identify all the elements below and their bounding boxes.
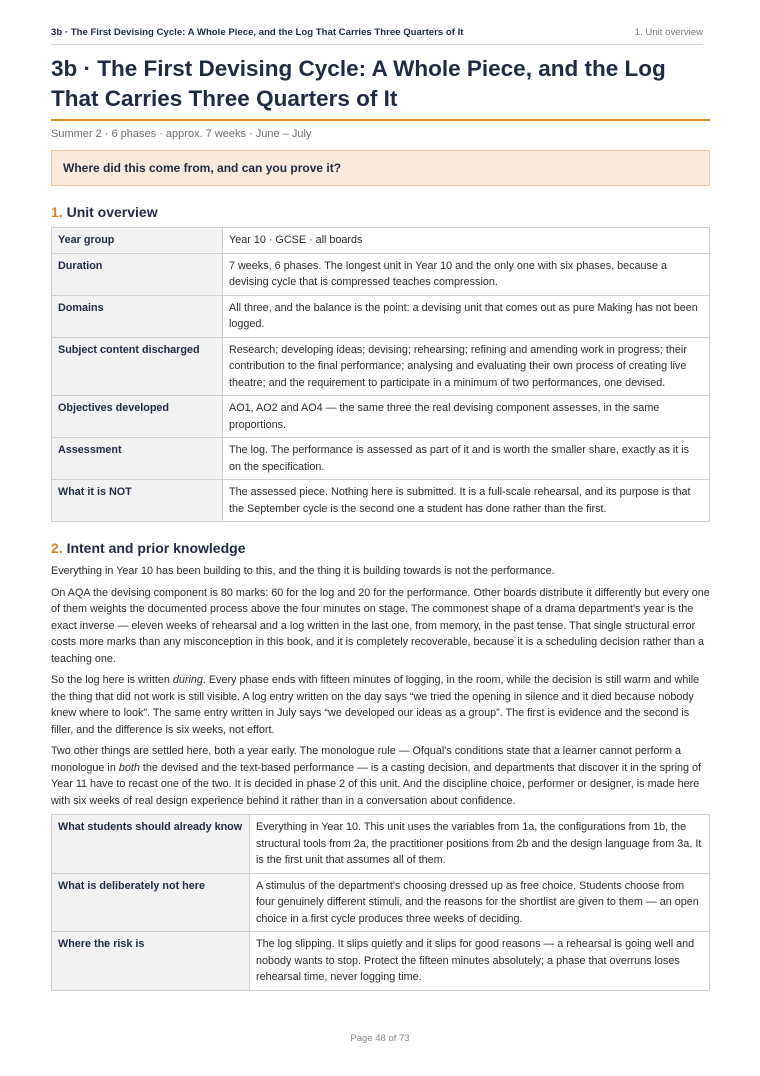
row-value: AO1, AO2 and AO4 — the same three the real devising component assesses, in the same proportions. bbox=[223, 396, 710, 438]
key-question-callout: Where did this come from, and can you prove it? bbox=[51, 150, 710, 186]
section-number: 1. bbox=[51, 204, 63, 220]
table-row bbox=[52, 815, 710, 874]
unit-overview-table bbox=[51, 227, 710, 522]
page-content bbox=[51, 54, 710, 991]
paragraph: On AQA the devising component is 80 marks: 60 for the log and 20 for the performance. Other boards distribute it differently but every one of them weights the documented process above the four minutes on stage. The commonest shape of a drama department's year is the exact inverse — eleven weeks of rehearsal and a log written in the last one, from memory, in the past tense. That single structural error costs more marks than any misconception in this book, and it is completely recoverable, because it is a scheduling decision rather than a teaching one. bbox=[51, 586, 710, 665]
row-value: Year 10 · GCSE · all boards bbox=[223, 228, 710, 254]
emphasis: both bbox=[118, 761, 140, 774]
table-row bbox=[52, 480, 710, 522]
row-value: All three, and the balance is the point: a devising unit that comes out as pure Making has not been logged. bbox=[223, 295, 710, 337]
row-label: Where the risk is bbox=[52, 932, 250, 991]
row-label: Domains bbox=[52, 295, 223, 337]
row-value: A stimulus of the department's choosing dressed up as free choice. Students choose from four genuinely different stimuli, and the reasons for the shortlist are given to them — an open choice in a first cycle produces three weeks of deciding. bbox=[250, 873, 710, 932]
table-row bbox=[52, 228, 710, 254]
paragraph bbox=[51, 672, 710, 738]
section-heading-unit-overview bbox=[51, 204, 710, 220]
row-label: What students should already know bbox=[52, 815, 250, 874]
row-value: Everything in Year 10. This unit uses the variables from 1a, the configurations from 1b, the structural tools from 2a, the practitioner positions from 2b and the design language from 3a. It is the first unit that assumes all of them. bbox=[250, 815, 710, 874]
table-row bbox=[52, 932, 710, 991]
row-label: What it is NOT bbox=[52, 480, 223, 522]
running-header-title: 3b · The First Devising Cycle: A Whole Piece, and the Log That Carries Three Quarters of It bbox=[51, 27, 464, 38]
row-label: Duration bbox=[52, 253, 223, 295]
row-value: The assessed piece. Nothing here is submitted. It is a full-scale rehearsal, and its purpose is that the September cycle is the second one a student has done rather than the first. bbox=[223, 480, 710, 522]
row-label: Objectives developed bbox=[52, 396, 223, 438]
row-label: Year group bbox=[52, 228, 223, 254]
section-number: 2. bbox=[51, 540, 63, 556]
table-row bbox=[52, 396, 710, 438]
paragraph bbox=[51, 743, 710, 809]
row-value: The log. The performance is assessed as part of it and is worth the smaller share, exactly as it is on the specification. bbox=[223, 438, 710, 480]
table-row bbox=[52, 295, 710, 337]
row-label: What is deliberately not here bbox=[52, 873, 250, 932]
section-title: Intent and prior knowledge bbox=[66, 540, 246, 556]
table-row bbox=[52, 337, 710, 396]
table-row bbox=[52, 438, 710, 480]
paragraph: Everything in Year 10 has been building to this, and the thing it is building towards is not the performance. bbox=[51, 565, 555, 577]
paragraph-text: the devised and the text-based performance — is a casting decision, and departments that discover it in the spring of Year 11 have to recast one of the two. It is decided in phase 2 of this unit. And the discipline choice, performer or designer, is made here with six weeks of real design experience behind it rather than in a conversation about confidence. bbox=[51, 761, 702, 807]
page-number: Page 48 of 73 bbox=[350, 1033, 410, 1044]
row-label: Subject content discharged bbox=[52, 337, 223, 396]
running-header-section: 1. Unit overview bbox=[634, 27, 703, 38]
page-title: 3b · The First Devising Cycle: A Whole Piece, and the Log That Carries Three Quarters of It bbox=[51, 54, 710, 121]
paragraph-text: . Every phase ends with fifteen minutes of logging, in the room, while the decision is still warm and while the thing that did not work is still visible. A log entry written on the day says “we tried the opening in silence and it died because nobody knew where to look”. The same entry written in July says “we developed our ideas as a group”. The first is evidence and the second is filler, and the difference is six weeks, not effort. bbox=[51, 674, 700, 736]
row-value: 7 weeks, 6 phases. The longest unit in Year 10 and the only one with six phases, because a devising cycle that is compressed teaches compression. bbox=[223, 253, 710, 295]
row-label: Assessment bbox=[52, 438, 223, 480]
row-value: Research; developing ideas; devising; rehearsing; refining and amending work in progress; their contribution to the final performance; analysing and evaluating their own process of creating live theatre; and the requirement to participate in a minimum of two performances, one devised. bbox=[223, 337, 710, 396]
running-header bbox=[51, 26, 703, 45]
table-row bbox=[52, 253, 710, 295]
emphasis: during bbox=[172, 674, 203, 686]
unit-meta: Summer 2 · 6 phases · approx. 7 weeks · June – July bbox=[51, 128, 312, 140]
row-value: The log slipping. It slips quietly and it slips for good reasons — a rehearsal is going well and nobody wants to stop. Protect the fifteen minutes absolutely; a phase that overruns loses rehearsal time, never logging time. bbox=[250, 932, 710, 991]
section-heading-intent bbox=[51, 540, 710, 556]
paragraph-text: Two other things are settled here, both a year early. The monologue rule — Ofqual's conditions state that a learner cannot perform a monologue in bbox=[51, 745, 682, 774]
section-title: Unit overview bbox=[66, 204, 158, 220]
paragraph-text: So the log here is written bbox=[51, 674, 173, 686]
table-row bbox=[52, 873, 710, 932]
prior-knowledge-table bbox=[51, 814, 710, 991]
